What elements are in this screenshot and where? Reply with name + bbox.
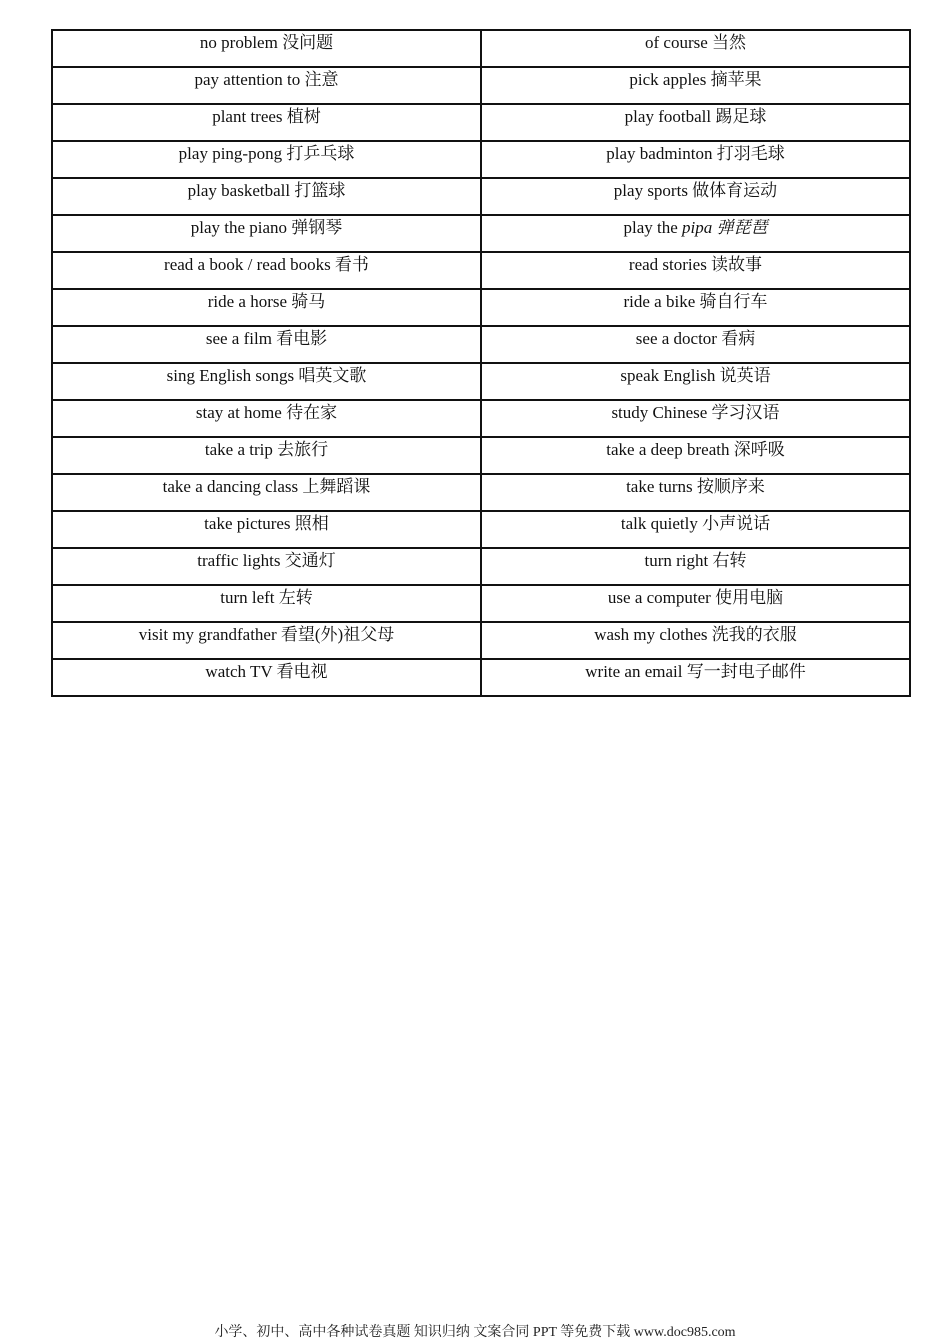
phrase-text: take a dancing class 上舞蹈课 bbox=[162, 477, 371, 496]
table-row bbox=[52, 585, 910, 622]
phrase-text: wash my clothes 洗我的衣服 bbox=[594, 625, 797, 644]
table-cell bbox=[52, 548, 481, 585]
phrase-text: pick apples 摘苹果 bbox=[629, 70, 762, 89]
table-row bbox=[52, 178, 910, 215]
phrase-text: stay at home 待在家 bbox=[195, 403, 338, 422]
phrase-text: see a film 看电影 bbox=[205, 329, 328, 348]
table-cell bbox=[481, 437, 910, 474]
table-cell bbox=[481, 400, 910, 437]
table-row bbox=[52, 215, 910, 252]
table-row bbox=[52, 30, 910, 67]
vocabulary-table bbox=[51, 29, 911, 697]
phrase-text: talk quietly 小声说话 bbox=[620, 514, 771, 533]
table-row bbox=[52, 622, 910, 659]
phrase-text: play basketball 打篮球 bbox=[187, 181, 346, 200]
table-cell bbox=[481, 178, 910, 215]
table-row bbox=[52, 659, 910, 696]
table-cell bbox=[481, 548, 910, 585]
table-cell bbox=[481, 252, 910, 289]
phrase-text: ride a horse 骑马 bbox=[207, 292, 326, 311]
table-row bbox=[52, 548, 910, 585]
table-row bbox=[52, 326, 910, 363]
table-cell bbox=[481, 326, 910, 363]
table-cell bbox=[52, 67, 481, 104]
phrase-prefix: play the bbox=[623, 218, 683, 237]
table-cell bbox=[52, 659, 481, 696]
phrase-text: use a computer 使用电脑 bbox=[607, 588, 784, 607]
phrase-text: of course 当然 bbox=[644, 33, 747, 52]
table-row bbox=[52, 400, 910, 437]
table-cell bbox=[481, 474, 910, 511]
table-cell bbox=[52, 141, 481, 178]
table-cell bbox=[52, 104, 481, 141]
table-row bbox=[52, 437, 910, 474]
table-cell bbox=[52, 215, 481, 252]
phrase-text: write an email 写一封电子邮件 bbox=[585, 662, 806, 681]
phrase-text: sing English songs 唱英文歌 bbox=[166, 366, 367, 385]
table-cell bbox=[52, 437, 481, 474]
table-cell bbox=[52, 511, 481, 548]
phrase-text: speak English 说英语 bbox=[620, 366, 771, 385]
phrase-text bbox=[623, 216, 767, 240]
vocabulary-table-body bbox=[52, 30, 910, 696]
phrase-text: play the piano 弹钢琴 bbox=[190, 218, 343, 237]
phrase-text: play ping-pong 打乒乓球 bbox=[178, 144, 355, 163]
phrase-text: pay attention to 注意 bbox=[194, 70, 339, 89]
table-cell bbox=[481, 289, 910, 326]
phrase-text: turn right 右转 bbox=[644, 551, 747, 570]
table-cell bbox=[52, 178, 481, 215]
table-cell bbox=[481, 141, 910, 178]
phrase-text: no problem 没问题 bbox=[199, 33, 334, 52]
phrase-text: take a trip 去旅行 bbox=[204, 440, 329, 459]
table-cell bbox=[52, 585, 481, 622]
table-cell bbox=[481, 363, 910, 400]
table-cell bbox=[481, 30, 910, 67]
phrase-text: play sports 做体育运动 bbox=[613, 181, 778, 200]
table-row bbox=[52, 474, 910, 511]
table-cell bbox=[52, 30, 481, 67]
table-cell bbox=[481, 104, 910, 141]
table-cell bbox=[481, 511, 910, 548]
table-row bbox=[52, 67, 910, 104]
table-cell bbox=[52, 289, 481, 326]
table-row bbox=[52, 363, 910, 400]
phrase-text: take a deep breath 深呼吸 bbox=[606, 440, 785, 459]
table-row bbox=[52, 104, 910, 141]
phrase-text: traffic lights 交通灯 bbox=[197, 551, 336, 570]
table-cell bbox=[52, 400, 481, 437]
table-cell bbox=[52, 622, 481, 659]
phrase-text: see a doctor 看病 bbox=[635, 329, 756, 348]
phrase-text: turn left 左转 bbox=[220, 588, 313, 607]
table-cell bbox=[481, 659, 910, 696]
table-cell bbox=[52, 474, 481, 511]
phrase-text: ride a bike 骑自行车 bbox=[623, 292, 768, 311]
table-cell bbox=[481, 67, 910, 104]
table-row bbox=[52, 511, 910, 548]
table-cell bbox=[481, 622, 910, 659]
table-cell bbox=[52, 363, 481, 400]
table-cell bbox=[52, 326, 481, 363]
table-cell bbox=[481, 215, 910, 252]
table-row bbox=[52, 141, 910, 178]
phrase-text: read stories 读故事 bbox=[628, 255, 763, 274]
phrase-text: study Chinese 学习汉语 bbox=[611, 403, 780, 422]
phrase-text: take turns 按顺序来 bbox=[626, 477, 765, 496]
table-cell bbox=[52, 252, 481, 289]
table-cell bbox=[481, 585, 910, 622]
phrase-text: visit my grandfather 看望(外)祖父母 bbox=[138, 625, 395, 644]
table-row bbox=[52, 289, 910, 326]
phrase-text: play football 踢足球 bbox=[624, 107, 767, 126]
phrase-italic: pipa 弹琵琶 bbox=[682, 218, 768, 237]
page-footer: 小学、初中、高中各种试卷真题 知识归纳 文案合同 PPT 等免费下载 www.doc985.com bbox=[214, 1325, 736, 1340]
phrase-text: take pictures 照相 bbox=[204, 514, 329, 533]
phrase-text: read a book / read books 看书 bbox=[164, 255, 369, 274]
phrase-text: play badminton 打羽毛球 bbox=[606, 144, 785, 163]
phrase-text: watch TV 看电视 bbox=[205, 662, 328, 681]
table-row bbox=[52, 252, 910, 289]
phrase-text: plant trees 植树 bbox=[212, 107, 321, 126]
